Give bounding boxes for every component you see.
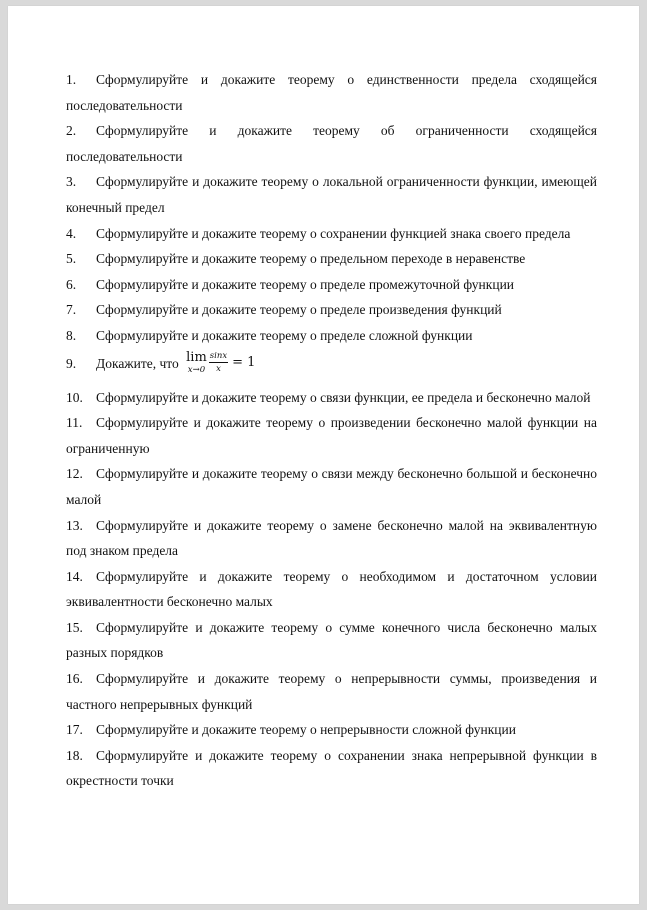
item-number: 13. [66,517,83,533]
item-number: 18. [66,747,83,763]
fraction [209,352,228,374]
item-text: Сформулируйте и докажите теорему о непрерывности сложной функции [96,722,516,738]
item-number: 3. [66,174,77,190]
item-text: Сформулируйте и докажите теорему о необходимом и достаточном условии эквивалентности бесконечно малых [66,568,597,610]
list-item [66,169,597,220]
item-text: Сформулируйте и докажите теорему о замене бесконечно малой на эквивалентную под знаком предела [66,517,597,559]
item-number: 16. [66,671,83,687]
item-number: 17. [66,722,83,738]
item-number: 10. [66,389,83,405]
item-number: 9. [66,355,77,371]
item-text: Сформулируйте и докажите теорему об ограниченности сходящейся последовательности [66,123,597,164]
item-text: Сформулируйте и докажите теорему о связи между бесконечно большой и бесконечно малой [66,466,597,507]
item-text: Сформулируйте и докажите теорему о пределе сложной функции [96,327,473,343]
list-item [66,221,597,247]
list-item [66,67,597,118]
list-item [66,410,597,461]
item-number: 14. [66,568,83,584]
item-number: 8. [66,327,77,343]
item-text: Сформулируйте и докажите теорему о связи функции, ее предела и бесконечно малой [96,389,591,405]
list-item [66,615,597,666]
list-item [66,272,597,298]
item-text: Сформулируйте и докажите теорему о сумме конечного числа бесконечно малых разных порядков [66,619,597,661]
list-item [66,743,597,794]
question-list [66,67,597,794]
item-text: Сформулируйте и докажите теорему о пределе произведения функций [96,302,502,318]
item-text: Сформулируйте и докажите теорему о сохранении функцией знака своего предела [96,225,571,241]
limit-subscript: x→0 [187,365,206,376]
item-number: 15. [66,619,83,635]
item-text: Сформулируйте и докажите теорему о локальной ограниченности функции, имеющей конечный предел [66,174,597,215]
limit-word: lim [186,350,207,366]
item-text: Докажите, что [96,355,179,371]
fraction-numerator: sinx [209,352,228,364]
list-item [66,118,597,169]
item-text: Сформулируйте и докажите теорему о предельном переходе в неравенстве [96,251,526,267]
list-item [66,323,597,349]
formula-rhs: = 1 [232,354,256,370]
item-number: 1. [66,72,77,87]
item-number: 11. [66,415,83,431]
list-item [66,461,597,512]
item-text: Сформулируйте и докажите теорему о единственности предела сходящейся последовательности [66,72,597,113]
limit-formula [182,347,255,378]
item-text: Сформулируйте и докажите теорему о сохранении знака непрерывной функции в окрестности точки [66,747,597,789]
item-text: Сформулируйте и докажите теорему о произведении бесконечно малой функции на ограниченную [66,415,597,456]
list-item-formula [66,349,597,385]
limit-operator [186,351,207,375]
item-number: 4. [66,225,77,241]
item-text: Сформулируйте и докажите теорему о пределе промежуточной функции [96,276,515,292]
fraction-denominator: x [216,364,221,375]
item-number: 12. [66,466,83,482]
list-item [66,513,597,564]
list-item [66,666,597,717]
item-number: 6. [66,276,77,292]
item-number: 5. [66,251,77,267]
item-number: 7. [66,302,77,318]
list-item [66,717,597,743]
document-page [8,6,639,904]
list-item [66,297,597,323]
list-item [66,564,597,615]
list-item [66,385,597,411]
list-item [66,246,597,272]
item-text: Сформулируйте и докажите теорему о непрерывности суммы, произведения и частного непрерывных функций [66,671,597,712]
item-number: 2. [66,123,77,139]
